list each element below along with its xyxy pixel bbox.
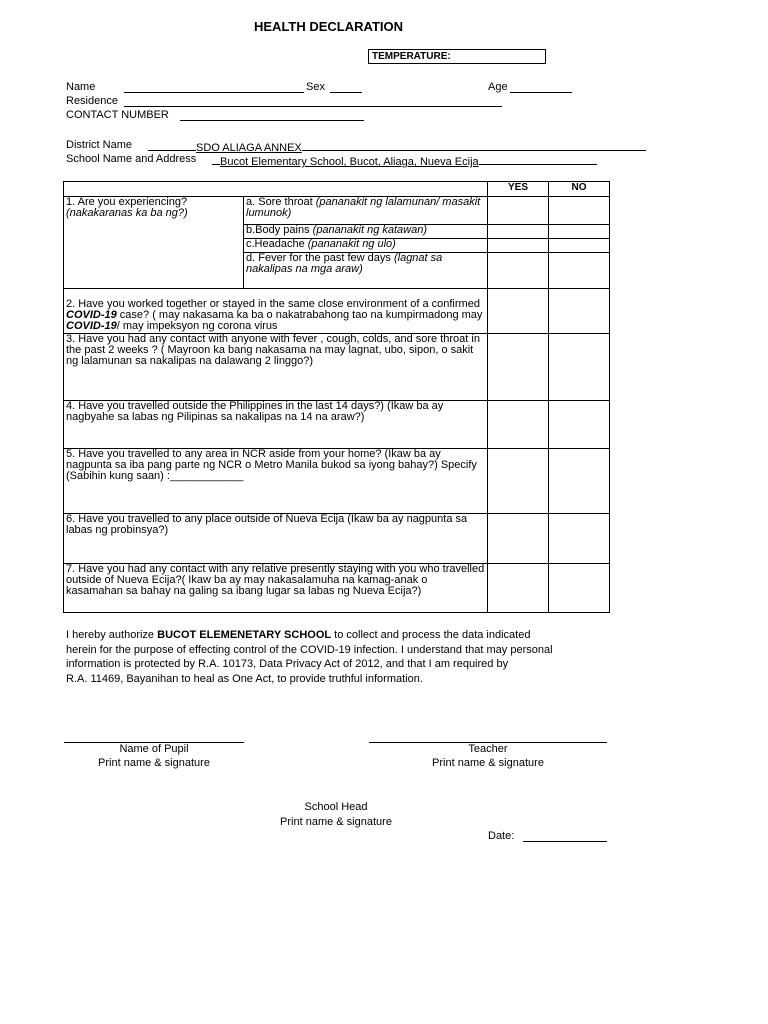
q5-no-cell[interactable] [549,449,610,514]
question-3: 3. Have you had any contact with anyone with fever , cough, colds, and sore throat in the past 2 weeks ? ( Mayroon ka bang nakasama na may lagnat, ubo, sipon, o sakit ng lalamunan sa nakalipas na dalawang 2 linggo?) [64,334,488,401]
symptom-body-pains: b.Body pains (pananakit ng katawan) [244,225,488,239]
question-4: 4. Have you travelled outside the Philippines in the last 14 days?) (Ikaw ba ay nagbyahe sa labas ng Pilipinas sa nakalipas na 14 na araw?) [64,401,488,449]
age-label: Age [488,81,508,93]
header-no: NO [549,182,610,197]
residence-label: Residence [66,95,118,107]
question-1 [64,197,244,289]
q6-yes-cell[interactable] [488,514,549,564]
contact-label: CONTACT NUMBER [66,109,169,121]
header-yes: YES [488,182,549,197]
age-field[interactable] [510,81,572,97]
school-field[interactable] [212,153,597,169]
header-blank [64,182,488,197]
symptom-fever: d. Fever for the past few days (lagnat sa nakalipas na mga araw) [244,253,488,289]
q1b-no-cell[interactable] [549,225,610,239]
q1d-no-cell[interactable] [549,253,610,289]
authorization-statement: I hereby authorize BUCOT ELEMENETARY SCHOOL to collect and process the data indicated herein for the purpose of effecting control of the COVID-19 infection. I understand that may personal information is protected by R.A. 10173, Data Privacy Act of 2012, and that I am required by R.A. 11469, Bayanihan to heal as One Act, to provide truthful information. [66,629,553,686]
q4-no-cell[interactable] [549,401,610,449]
date-label: Date: [488,830,515,842]
q7-yes-cell[interactable] [488,564,549,613]
pupil-print-sign: Print name & signature [98,757,210,769]
symptom-headache: c.Headache (pananakit ng ulo) [244,239,488,253]
q1c-yes-cell[interactable] [488,239,549,253]
date-field[interactable] [523,830,607,846]
authorized-school: BUCOT ELEMENETARY SCHOOL [157,629,332,641]
symptom-sore-throat: a. Sore throat (pananakit ng lalamunan/ masakit lumunok) [244,197,488,225]
district-value: SDO ALIAGA ANNEX [196,142,302,154]
q6-no-cell[interactable] [549,514,610,564]
health-questionnaire-table [63,181,610,613]
q2-yes-cell[interactable] [488,289,549,334]
school-head-print-sign: Print name & signature [280,816,392,828]
temperature-field[interactable] [368,49,546,64]
district-label: District Name [66,139,133,151]
q5-yes-cell[interactable] [488,449,549,514]
page-title: HEALTH DECLARATION [254,19,404,34]
teacher-print-sign: Print name & signature [432,757,544,769]
question-1-text: 1. Are you experiencing? [66,196,188,208]
question-2: 2. Have you worked together or stayed in the same close environment of a confirmed COVID-19 case? ( may nakasama ka ba o nakatrabahong tao na kumpirmadong may COVID-19/ may impeksyon ng corona virus [64,289,488,334]
school-label: School Name and Address [66,153,197,165]
q1b-yes-cell[interactable] [488,225,549,239]
q1a-no-cell[interactable] [549,197,610,225]
teacher-label: Teacher [468,743,508,755]
name-label: Name [66,81,96,93]
q1c-no-cell[interactable] [549,239,610,253]
q4-yes-cell[interactable] [488,401,549,449]
temperature-label: TEMPERATURE: [372,51,451,62]
question-7: 7. Have you had any contact with any relative presently staying with you who travelled outside of Nueva Ecija?( Ikaw ba ay may nakasalamuha na kamag-anak o kasamahan sa bahay na galing sa ibang lugar sa labas ng Nueva Ecija?) [64,564,488,613]
question-6: 6. Have you travelled to any place outside of Nueva Ecija (Ikaw ba ay nagpunta sa labas ng probinsya?) [64,514,488,564]
question-5: 5. Have you travelled to any area in NCR aside from your home? (Ikaw ba ay nagpunta sa iba pang parte ng NCR o Metro Manila bukod sa iyong bahay?) Specify (Sabihin kung saan) :____________ [64,449,488,514]
q3-yes-cell[interactable] [488,334,549,401]
q1d-yes-cell[interactable] [488,253,549,289]
school-head-label: School Head [304,801,368,813]
sex-label: Sex [306,81,325,93]
q7-no-cell[interactable] [549,564,610,613]
q2-no-cell[interactable] [549,289,610,334]
q1a-yes-cell[interactable] [488,197,549,225]
pupil-label: Name of Pupil [119,743,189,755]
contact-field[interactable] [180,109,364,125]
school-value: Bucot Elementary School, Bucot, Aliaga, Nueva Ecija [220,156,479,168]
q3-no-cell[interactable] [549,334,610,401]
question-1-translation: (nakakaranas ka ba ng?) [66,207,188,219]
